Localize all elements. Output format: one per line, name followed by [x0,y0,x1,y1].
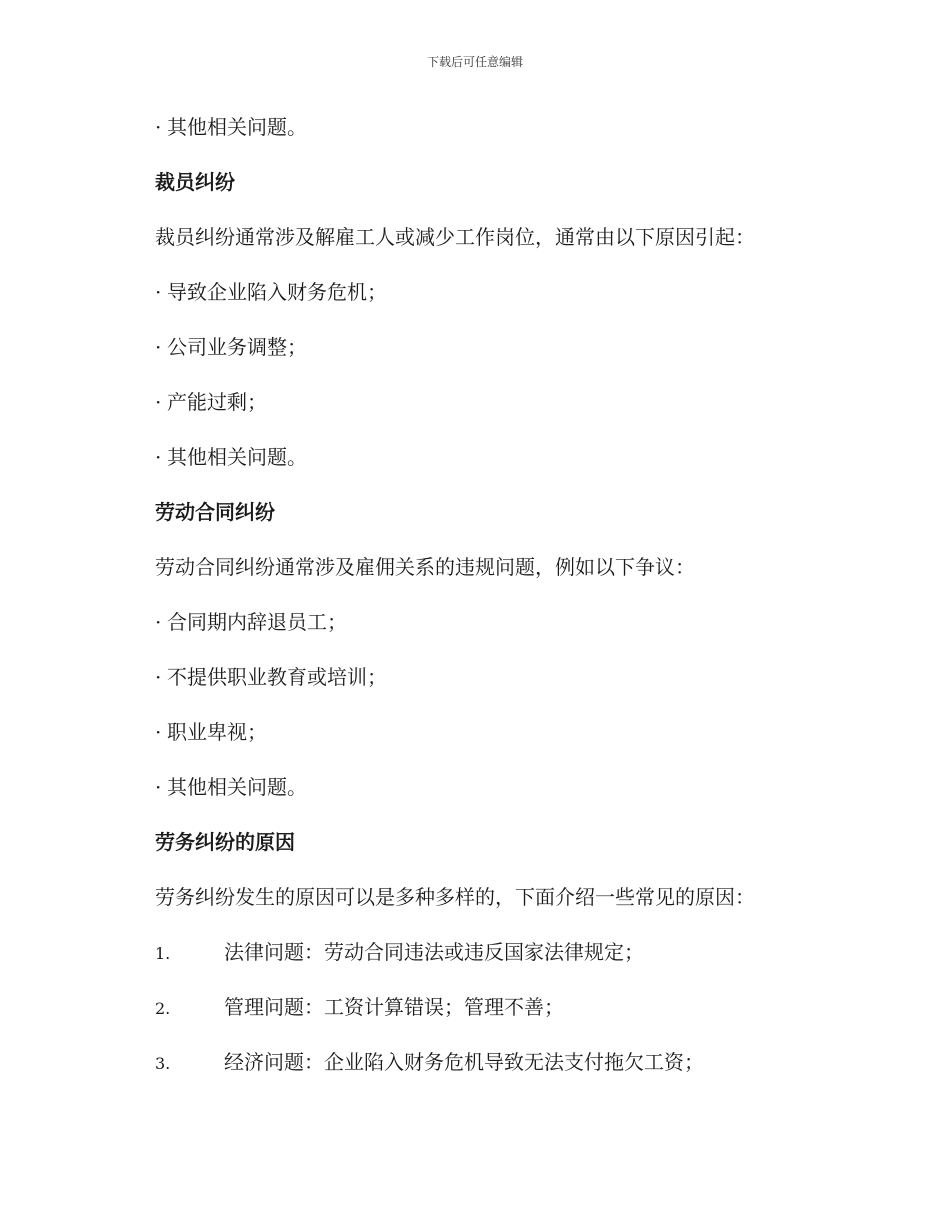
paragraph: 劳动合同纠纷通常涉及雇佣关系的违规问题，例如以下争议： [155,555,695,579]
bullet-text: 产能过剩； [167,390,267,414]
section-heading: 劳动合同纠纷 [155,500,275,524]
item-number: 1. [155,944,171,963]
bullet-dot: · [155,115,162,139]
bullet-dot: · [155,445,162,469]
item-text: 法律问题：劳动合同违法或违反国家法律规定； [224,940,644,964]
paragraph: 劳务纠纷发生的原因可以是多种多样的，下面介绍一些常见的原因： [155,885,755,909]
bullet-text: 其他相关问题。 [167,775,307,799]
section-heading: 裁员纠纷 [155,170,235,194]
bullet-item [155,605,835,660]
bullet-item [155,660,835,715]
bullet-item [155,385,835,440]
bullet-item [155,770,835,825]
bullet-dot: · [155,720,162,744]
numbered-item [155,990,835,1045]
item-number: 2. [155,999,171,1018]
item-number: 3. [155,1054,171,1073]
bullet-item [155,110,835,165]
bullet-text: 公司业务调整； [167,335,307,359]
paragraph: 裁员纠纷通常涉及解雇工人或减少工作岗位，通常由以下原因引起： [155,225,755,249]
numbered-item [155,1045,835,1100]
bullet-item [155,715,835,770]
bullet-dot: · [155,610,162,634]
bullet-text: 不提供职业教育或培训； [167,665,387,689]
document-body [155,110,835,1100]
section-heading: 劳务纠纷的原因 [155,830,295,854]
bullet-dot: · [155,665,162,689]
bullet-text: 合同期内辞退员工； [167,610,347,634]
bullet-text: 职业卑视； [167,720,267,744]
bullet-dot: · [155,775,162,799]
bullet-dot: · [155,390,162,414]
bullet-item [155,330,835,385]
bullet-item [155,440,835,495]
numbered-item [155,935,835,990]
item-text: 经济问题：企业陷入财务危机导致无法支付拖欠工资； [224,1050,704,1074]
bullet-dot: · [155,280,162,304]
bullet-text: 导致企业陷入财务危机； [167,280,387,304]
item-text: 管理问题：工资计算错误；管理不善； [224,995,564,1019]
bullet-item [155,275,835,330]
page-header: 下载后可任意编辑 [426,55,523,69]
bullet-dot: · [155,335,162,359]
bullet-text: 其他相关问题。 [167,115,307,139]
bullet-text: 其他相关问题。 [167,445,307,469]
